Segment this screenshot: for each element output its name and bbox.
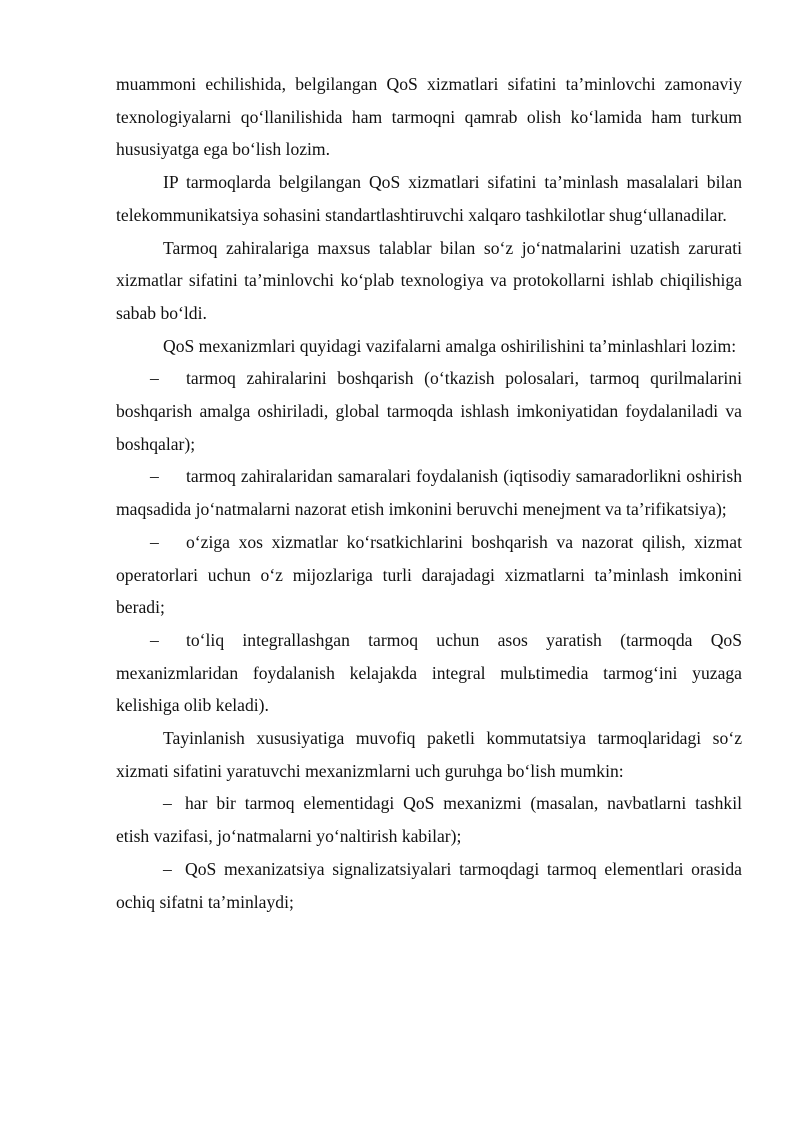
list-item-text: tarmoq zahiralarini boshqarish (o‘tkazish polosalari, tarmoq qurilmalarini boshqarish amalga oshiriladi, global tarmoqda ishlash imkoniyatidan foydalaniladi va boshqalar); <box>116 368 742 454</box>
list-item-text: tarmoq zahiralaridan samaralari foydalanish (iqtisodiy samaradorlikni oshirish maqsadida jo‘natmalarni nazorat etish imkonini beruvchi menejment va ta’rifikatsiya); <box>116 466 742 520</box>
list-item-text: har bir tarmoq elementidagi QoS mexanizmi (masalan, navbatlarni tashkil etish vazifasi, jo‘natmalarni yo‘naltirish kabilar); <box>116 793 742 847</box>
list-dash: – <box>150 368 159 389</box>
list-item <box>116 787 742 852</box>
paragraph-ip-networks: IP tarmoqlarda belgilangan QoS xizmatlari sifatini ta’minlash masalalari bilan telekommunikatsiya sohasini standartlashtiruvchi xalqaro tashkilotlar shug‘ullanadilar. <box>116 172 742 225</box>
list-item-text: o‘ziga xos xizmatlar ko‘rsatkichlarini boshqarish va nazorat qilish, xizmat operatorlari uchun o‘z mijozlariga turli darajadagi xizmatlarni ta’minlash imkonini beradi; <box>116 531 742 618</box>
list-dash: – <box>150 466 159 487</box>
paragraph-continuation: muammoni echilishida, belgilangan QoS xizmatlari sifatini ta’minlovchi zamonaviy texnologiyalarni qo‘llanilishida ham tarmoqni qamrab olish ko‘lamida ham turkum hususiyatga ega bo‘lish lozim. <box>116 74 742 160</box>
paragraph-network-resources: Tarmoq zahiralariga maxsus talablar bilan so‘z jo‘natmalarini uzatish zarurati xizmatlar sifatini ta’minlovchi ko‘plab texnologiya va protokollarni ishlab chiqilishiga sabab bo‘ldi. <box>116 237 742 323</box>
list-dash: – <box>150 531 159 552</box>
document-body <box>116 68 742 918</box>
paragraph-mechanism-groups: Tayinlanish xususiyatiga muvofiq paketli kommutatsiya tarmoqlaridagi so‘z xizmati sifatini yaratuvchi mexanizmlarni uch guruhga bo‘lish mumkin: <box>116 728 742 781</box>
paragraph-qos-tasks-intro: QoS mexanizmlari quyidagi vazifalarni amalga oshirilishini ta’minlashlari lozim: <box>163 335 737 356</box>
list-item-text: QoS mexanizatsiya signalizatsiyalari tarmoqdagi tarmoq elementlari orasida ochiq sifatni ta’minlaydi; <box>116 858 742 912</box>
list-dash: – <box>163 793 172 814</box>
list-item-text: to‘liq integrallashgan tarmoq uchun asos yaratish (tarmoqda QoS mexanizmlaridan foydalanish kelajakda integral mulьtimedia tarmog‘ini yuzaga kelishiga olib keladi). <box>116 629 742 716</box>
list-dash: – <box>150 629 159 650</box>
list-item <box>116 362 742 460</box>
list-item <box>116 460 742 525</box>
list-item <box>116 853 742 918</box>
list-item <box>116 526 742 624</box>
list-dash: – <box>163 858 172 879</box>
list-item <box>116 624 742 722</box>
